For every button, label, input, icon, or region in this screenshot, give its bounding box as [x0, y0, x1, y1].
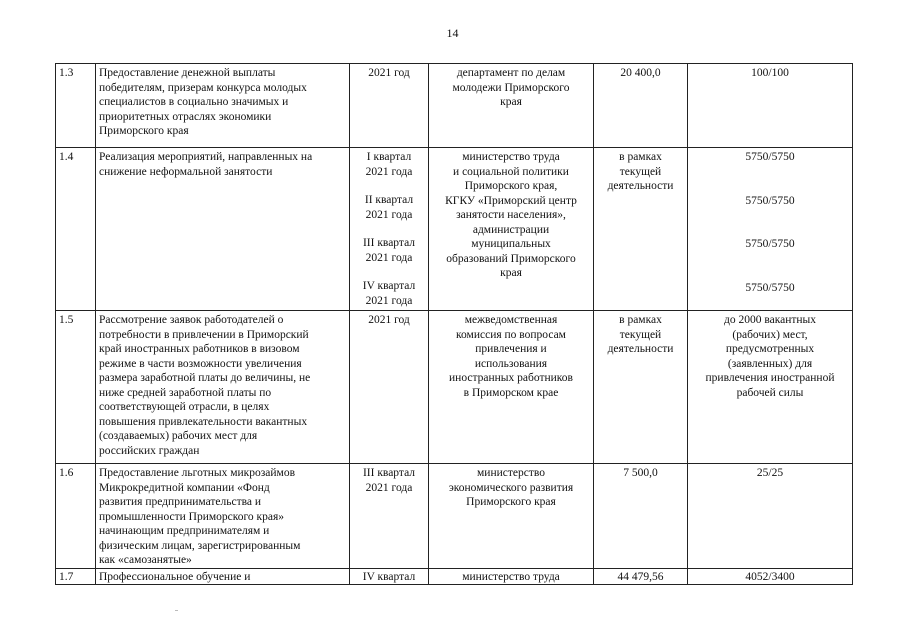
term-cell [350, 148, 429, 311]
finance-cell [594, 148, 688, 311]
executor: министерство труда и социальной политики Приморского края, КГКУ «Приморский центр занятости населения», администрации муниципальных образований Приморского края [445, 151, 577, 279]
term-cell [350, 311, 429, 464]
finance: 44 479,56 [617, 570, 664, 583]
indicator-cell [688, 64, 853, 148]
row-number-cell [56, 568, 96, 584]
executor: министерство труда [462, 570, 560, 583]
row-number: 1.4 [59, 151, 74, 163]
measure-name: Профессиональное обучение и [99, 570, 251, 583]
indicator-q4: 5750/5750 [745, 281, 795, 294]
scan-artifact [175, 610, 178, 611]
finance: 20 400,0 [620, 67, 661, 79]
indicator-q3: 5750/5750 [745, 238, 795, 250]
executor-cell [429, 64, 594, 148]
row-number: 1.3 [59, 67, 74, 79]
measure-name: Предоставление льготных микрозаймов Микрокредитной компании «Фонд развития предпринимательства и промышленности Приморского края» начинающим предпринимателям и физическим лицам, зарегистрированным как «самозанятые» [99, 467, 301, 566]
term-cell [350, 464, 429, 569]
term: III квартал 2021 года [362, 467, 416, 494]
term: 2021 год [368, 67, 410, 79]
indicator: до 2000 вакантных (рабочих) мест, предусмотренных (заявленных) для привлечения иностранной рабочей силы [705, 314, 835, 399]
term: 2021 год [368, 314, 410, 326]
measure-name-cell [96, 464, 350, 569]
finance: в рамках текущей деятельности [607, 151, 674, 192]
executor: министерство экономического развития Приморского края [448, 467, 574, 508]
executor-cell [429, 311, 594, 464]
finance: 7 500,0 [623, 467, 658, 479]
indicator-cell [688, 464, 853, 569]
measure-name-cell [96, 64, 350, 148]
row-number: 1.7 [59, 570, 74, 583]
indicator: 100/100 [751, 67, 789, 79]
finance: в рамках текущей деятельности [607, 314, 674, 355]
measure-name-cell [96, 311, 350, 464]
row-number: 1.5 [59, 314, 74, 326]
executor-cell [429, 568, 594, 584]
finance-cell [594, 464, 688, 569]
table-row [56, 568, 853, 584]
term-q2: II квартал 2021 года [364, 194, 414, 221]
indicator-q1: 5750/5750 [745, 151, 795, 163]
term-cell [350, 568, 429, 584]
executor: департамент по делам молодежи Приморского края [452, 67, 570, 108]
row-number-cell [56, 148, 96, 311]
measure-name-cell [96, 148, 350, 311]
measure-name: Реализация мероприятий, направленных на снижение неформальной занятости [99, 151, 313, 178]
executor: межведомственная комиссия по вопросам привлечения и использования иностранных работников в Приморском крае [449, 314, 573, 399]
executor-cell [429, 464, 594, 569]
table-row [56, 464, 853, 569]
term-cell [350, 64, 429, 148]
finance-cell [594, 568, 688, 584]
term: IV квартал [362, 570, 416, 583]
term-q1: I квартал 2021 года [365, 151, 413, 178]
measure-name: Предоставление денежной выплаты победителям, призерам конкурса молодых специалистов в социально значимых и приоритетных отраслях экономики Приморского края [99, 67, 307, 137]
table-row [56, 311, 853, 464]
executor-cell [429, 148, 594, 311]
table-row [56, 148, 853, 311]
indicator: 25/25 [756, 467, 784, 479]
row-number-cell [56, 464, 96, 569]
indicator-cell [688, 311, 853, 464]
measures-table [55, 63, 853, 585]
term-q3: III квартал 2021 года [362, 237, 416, 264]
table-row [56, 64, 853, 148]
row-number-cell [56, 64, 96, 148]
finance-cell [594, 311, 688, 464]
term-q4: IV квартал 2021 года [362, 280, 416, 307]
measure-name-cell [96, 568, 350, 584]
indicator-q2: 5750/5750 [745, 194, 795, 207]
indicator-cell [688, 148, 853, 311]
indicator: 4052/3400 [745, 570, 795, 583]
page-number: 14 [446, 26, 459, 40]
finance-cell [594, 64, 688, 148]
measure-name: Рассмотрение заявок работодателей о потребности в привлечении в Приморский край иностранных работников в визовом режиме в части возможности увеличения размера заработной платы до величины, не ниже средней заработной платы по соответствующей отрасли, в целях повышения привлекательности вакантных (создаваемых) рабочих мест для российских граждан [99, 314, 311, 457]
indicator-cell [688, 568, 853, 584]
row-number: 1.6 [59, 467, 74, 479]
row-number-cell [56, 311, 96, 464]
